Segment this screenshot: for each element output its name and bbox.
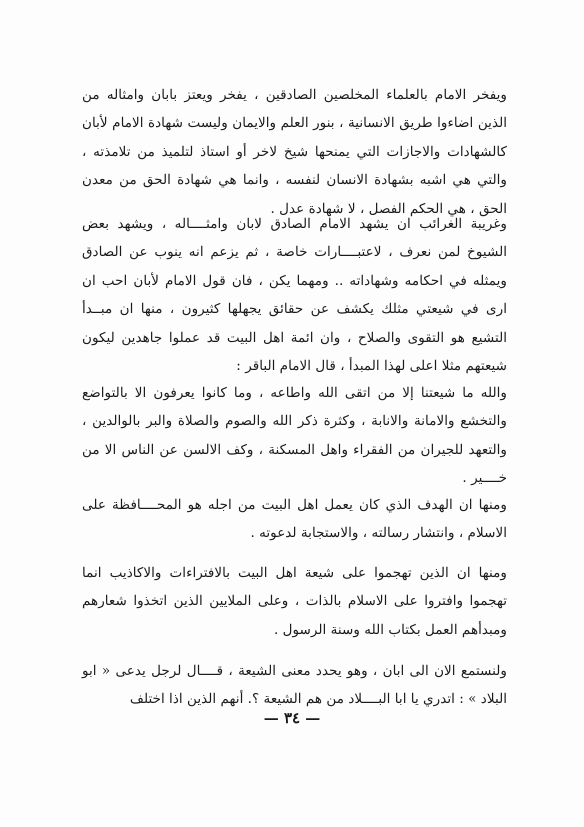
paragraph-6: ولنستمع الان الى ابان ، وهو يحدد معنى الشيعة ، قــــال لرجل يدعى « ابو البلاد » : اتدري يا ابا البــــلاد من هم الشيعة ؟. أنهم الذين اذا اختلف [82, 663, 507, 708]
page-number: — ٣٤ — [263, 709, 321, 727]
paragraph-1: ويفخر الامام بالعلماء المخلصين الصادقين ، يفخر ويعتز بابان وامثاله من الذين اضاءوا طريق الانسانية ، بنور العلم والايمان وليست شهادة الامام لأبان كالشهادات والاجازات التي يمنحها شيخ لاخر أو استاذ لتلميذ من تلامذته ، والتي هي اشبه بشهادة الانسان لنفسه ، وانما هي شهادة الحق من معدن الحق ، هي الحكم الفصل ، لا شهادة عدل . [82, 87, 507, 217]
paragraph-2: وغريبة الغرائب ان يشهد الامام الصادق لابان وامثــــاله ، ويشهد بعض الشيوخ لمن نعرف ، لاعتبــــارات خاصة ، ثم يزعم انه ينوب عن الصادق ويمثله في احكامه وشهاداته .. ومهما يكن ، فان قول الامام لأبان احب ان ارى في شيعتي مثلك يكشف عن حقائق يجهلها كثيرون ، منها ان مبــدأ التشيع هو التقوى والصلاح ، وان ائمة اهل البيت قد عملوا جاهدين ليكون شيعتهم مثلا اعلى لهذا المبدأ ، قال الامام الباقر : [82, 216, 507, 375]
paragraph-3: والله ما شيعتنا إلا من اتقى الله واطاعه ، وما كانوا يعرفون الا بالتواضع والتخشع والامانة والانابة ، وكثرة ذكر الله والصوم والصلاة والبر بالوالدين ، والتعهد للجيران من الفقراء واهل المسكنة ، وكف الالسن عن الناس الا من خــــير . [82, 385, 507, 487]
paragraph-5: ومنها ان الذين تهجموا على شيعة اهل البيت بالافتراءات والاكاذيب انما تهجموا وافتروا على الاسلام بالذات ، وعلى الملايين الذين اتخذوا شعارهم ومبدأهم العمل بكتاب الله وسنة الرسول . [82, 565, 507, 638]
paragraph-4: ومنها ان الهدف الذي كان يعمل اهل البيت من اجله هو المحــــافظة على الاسلام ، وانتشار رسالته ، والاستجابة لدعوته . [82, 497, 507, 542]
